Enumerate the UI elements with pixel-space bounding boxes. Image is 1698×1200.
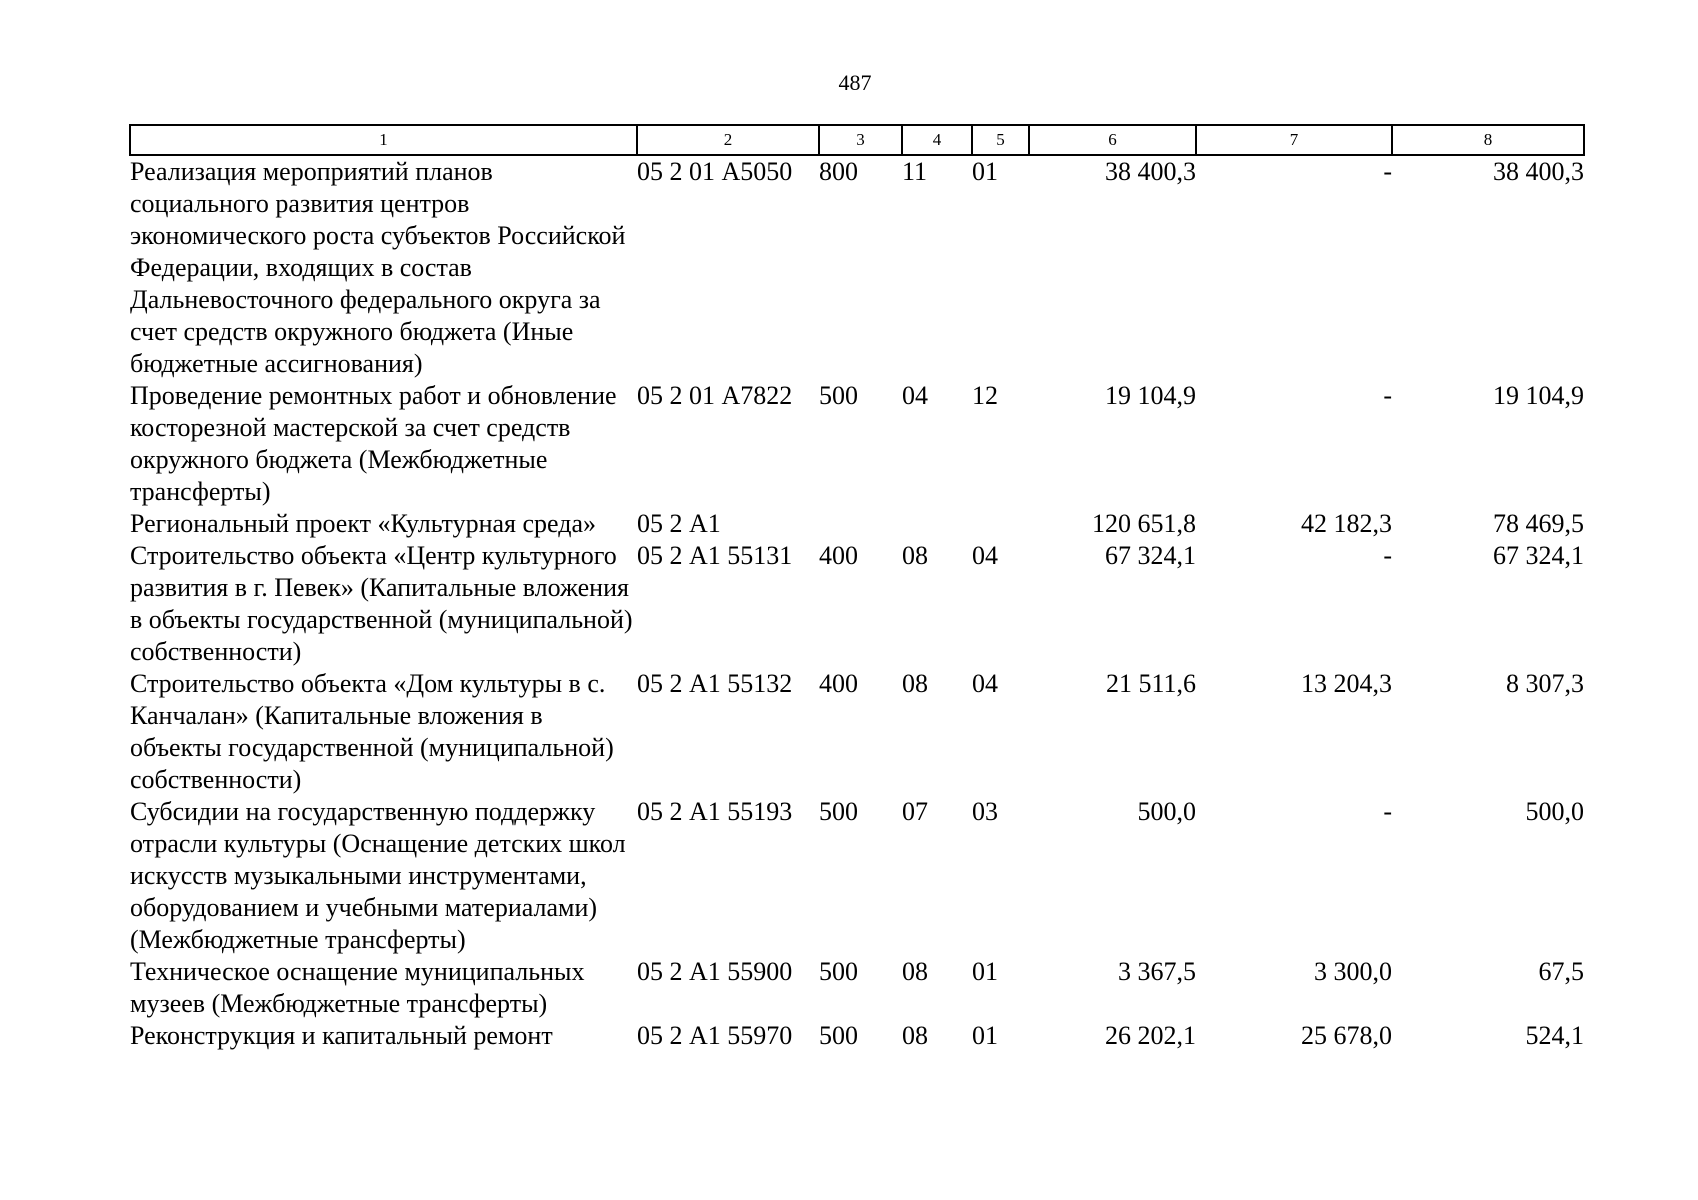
row-federal: - (1383, 157, 1392, 186)
row-regional: 8 307,3 (1506, 669, 1584, 698)
row-target-article: 05 2 01 А5050 (637, 157, 793, 186)
row-section: 08 (902, 541, 928, 570)
row-name: Реализация мероприятий планов социального развития центров экономического роста субъектов Российской Федерации, входящих в состав Дальневосточного федерального округа за счет средств окружного бюджета (Иные бюджетные ассигнования) (130, 157, 626, 378)
row-target-article: 05 2 А1 55900 (637, 957, 793, 986)
table-row (130, 380, 1584, 508)
row-subsection (972, 508, 1029, 540)
row-expense-type: 400 (819, 669, 858, 698)
row-total: 500,0 (1137, 797, 1196, 826)
table-body (130, 155, 1584, 1052)
row-regional: 500,0 (1525, 797, 1584, 826)
row-federal: 25 678,0 (1301, 1021, 1392, 1050)
row-target-article: 05 2 01 А7822 (637, 381, 793, 410)
row-total: 26 202,1 (1105, 1021, 1196, 1050)
row-name: Региональный проект «Культурная среда» (130, 509, 596, 538)
table-header (130, 125, 1584, 155)
row-subsection: 04 (972, 669, 998, 698)
header-row (130, 125, 1584, 155)
table-row (130, 508, 1584, 540)
row-federal: 13 204,3 (1301, 669, 1392, 698)
table-row (130, 155, 1584, 380)
row-name: Реконструкция и капитальный ремонт (130, 1021, 553, 1050)
row-name: Строительство объекта «Центр культурного развития в г. Певек» (Капитальные вложения в объекты государственной (муниципальной) собственности) (130, 541, 633, 666)
row-federal: 42 182,3 (1301, 509, 1392, 538)
row-target-article: 05 2 А1 55970 (637, 1021, 793, 1050)
table-row (130, 1020, 1584, 1052)
table-row (130, 668, 1584, 796)
row-section: 11 (902, 157, 928, 186)
row-regional: 19 104,9 (1493, 381, 1584, 410)
row-total: 3 367,5 (1118, 957, 1196, 986)
table-row (130, 540, 1584, 668)
row-expense-type: 400 (819, 541, 858, 570)
row-total: 38 400,3 (1105, 157, 1196, 186)
row-expense-type: 800 (819, 157, 858, 186)
page-number: 487 (838, 70, 872, 95)
row-regional: 67 324,1 (1493, 541, 1584, 570)
budget-table (129, 124, 1585, 1052)
row-name: Техническое оснащение муниципальных музеев (Межбюджетные трансферты) (130, 957, 585, 1018)
row-subsection: 01 (972, 957, 998, 986)
column-header-6: 6 (1029, 125, 1196, 155)
row-subsection: 12 (972, 381, 998, 410)
row-subsection: 01 (972, 1021, 998, 1050)
column-header-1: 1 (130, 125, 637, 155)
row-expense-type (819, 508, 902, 540)
row-section (902, 508, 972, 540)
row-subsection: 04 (972, 541, 998, 570)
row-expense-type: 500 (819, 797, 858, 826)
row-expense-type: 500 (819, 381, 858, 410)
column-header-2: 2 (637, 125, 819, 155)
row-name: Строительство объекта «Дом культуры в с. Канчалан» (Капитальные вложения в объекты государственной (муниципальной) собственности) (130, 669, 614, 794)
table-row (130, 956, 1584, 1020)
row-target-article: 05 2 А1 (637, 509, 721, 538)
row-name: Субсидии на государственную поддержку отрасли культуры (Оснащение детских школ искусств музыкальными инструментами, оборудованием и учебными материалами) (Межбюджетные трансферты) (130, 797, 626, 954)
row-subsection: 01 (972, 157, 998, 186)
row-expense-type: 500 (819, 1021, 858, 1050)
row-federal: - (1383, 381, 1392, 410)
row-section: 08 (902, 957, 928, 986)
row-section: 08 (902, 669, 928, 698)
column-header-7: 7 (1196, 125, 1392, 155)
row-federal: - (1383, 797, 1392, 826)
row-regional: 38 400,3 (1493, 157, 1584, 186)
row-subsection: 03 (972, 797, 998, 826)
row-name: Проведение ремонтных работ и обновление косторезной мастерской за счет средств окружного бюджета (Межбюджетные трансферты) (130, 381, 617, 506)
row-target-article: 05 2 А1 55132 (637, 669, 793, 698)
column-header-3: 3 (819, 125, 902, 155)
table-row (130, 796, 1584, 956)
row-section: 07 (902, 797, 928, 826)
row-section: 04 (902, 381, 928, 410)
row-target-article: 05 2 А1 55131 (637, 541, 793, 570)
row-regional: 67,5 (1538, 957, 1584, 986)
row-target-article: 05 2 А1 55193 (637, 797, 793, 826)
column-header-5: 5 (972, 125, 1029, 155)
row-section: 08 (902, 1021, 928, 1050)
row-federal: - (1383, 541, 1392, 570)
row-expense-type: 500 (819, 957, 858, 986)
row-total: 120 651,8 (1092, 509, 1196, 538)
column-header-4: 4 (902, 125, 972, 155)
row-total: 67 324,1 (1105, 541, 1196, 570)
row-total: 21 511,6 (1105, 669, 1196, 698)
row-total: 19 104,9 (1105, 381, 1196, 410)
row-regional: 524,1 (1525, 1021, 1584, 1050)
column-header-8: 8 (1392, 125, 1584, 155)
row-regional: 78 469,5 (1493, 509, 1584, 538)
row-federal: 3 300,0 (1314, 957, 1392, 986)
